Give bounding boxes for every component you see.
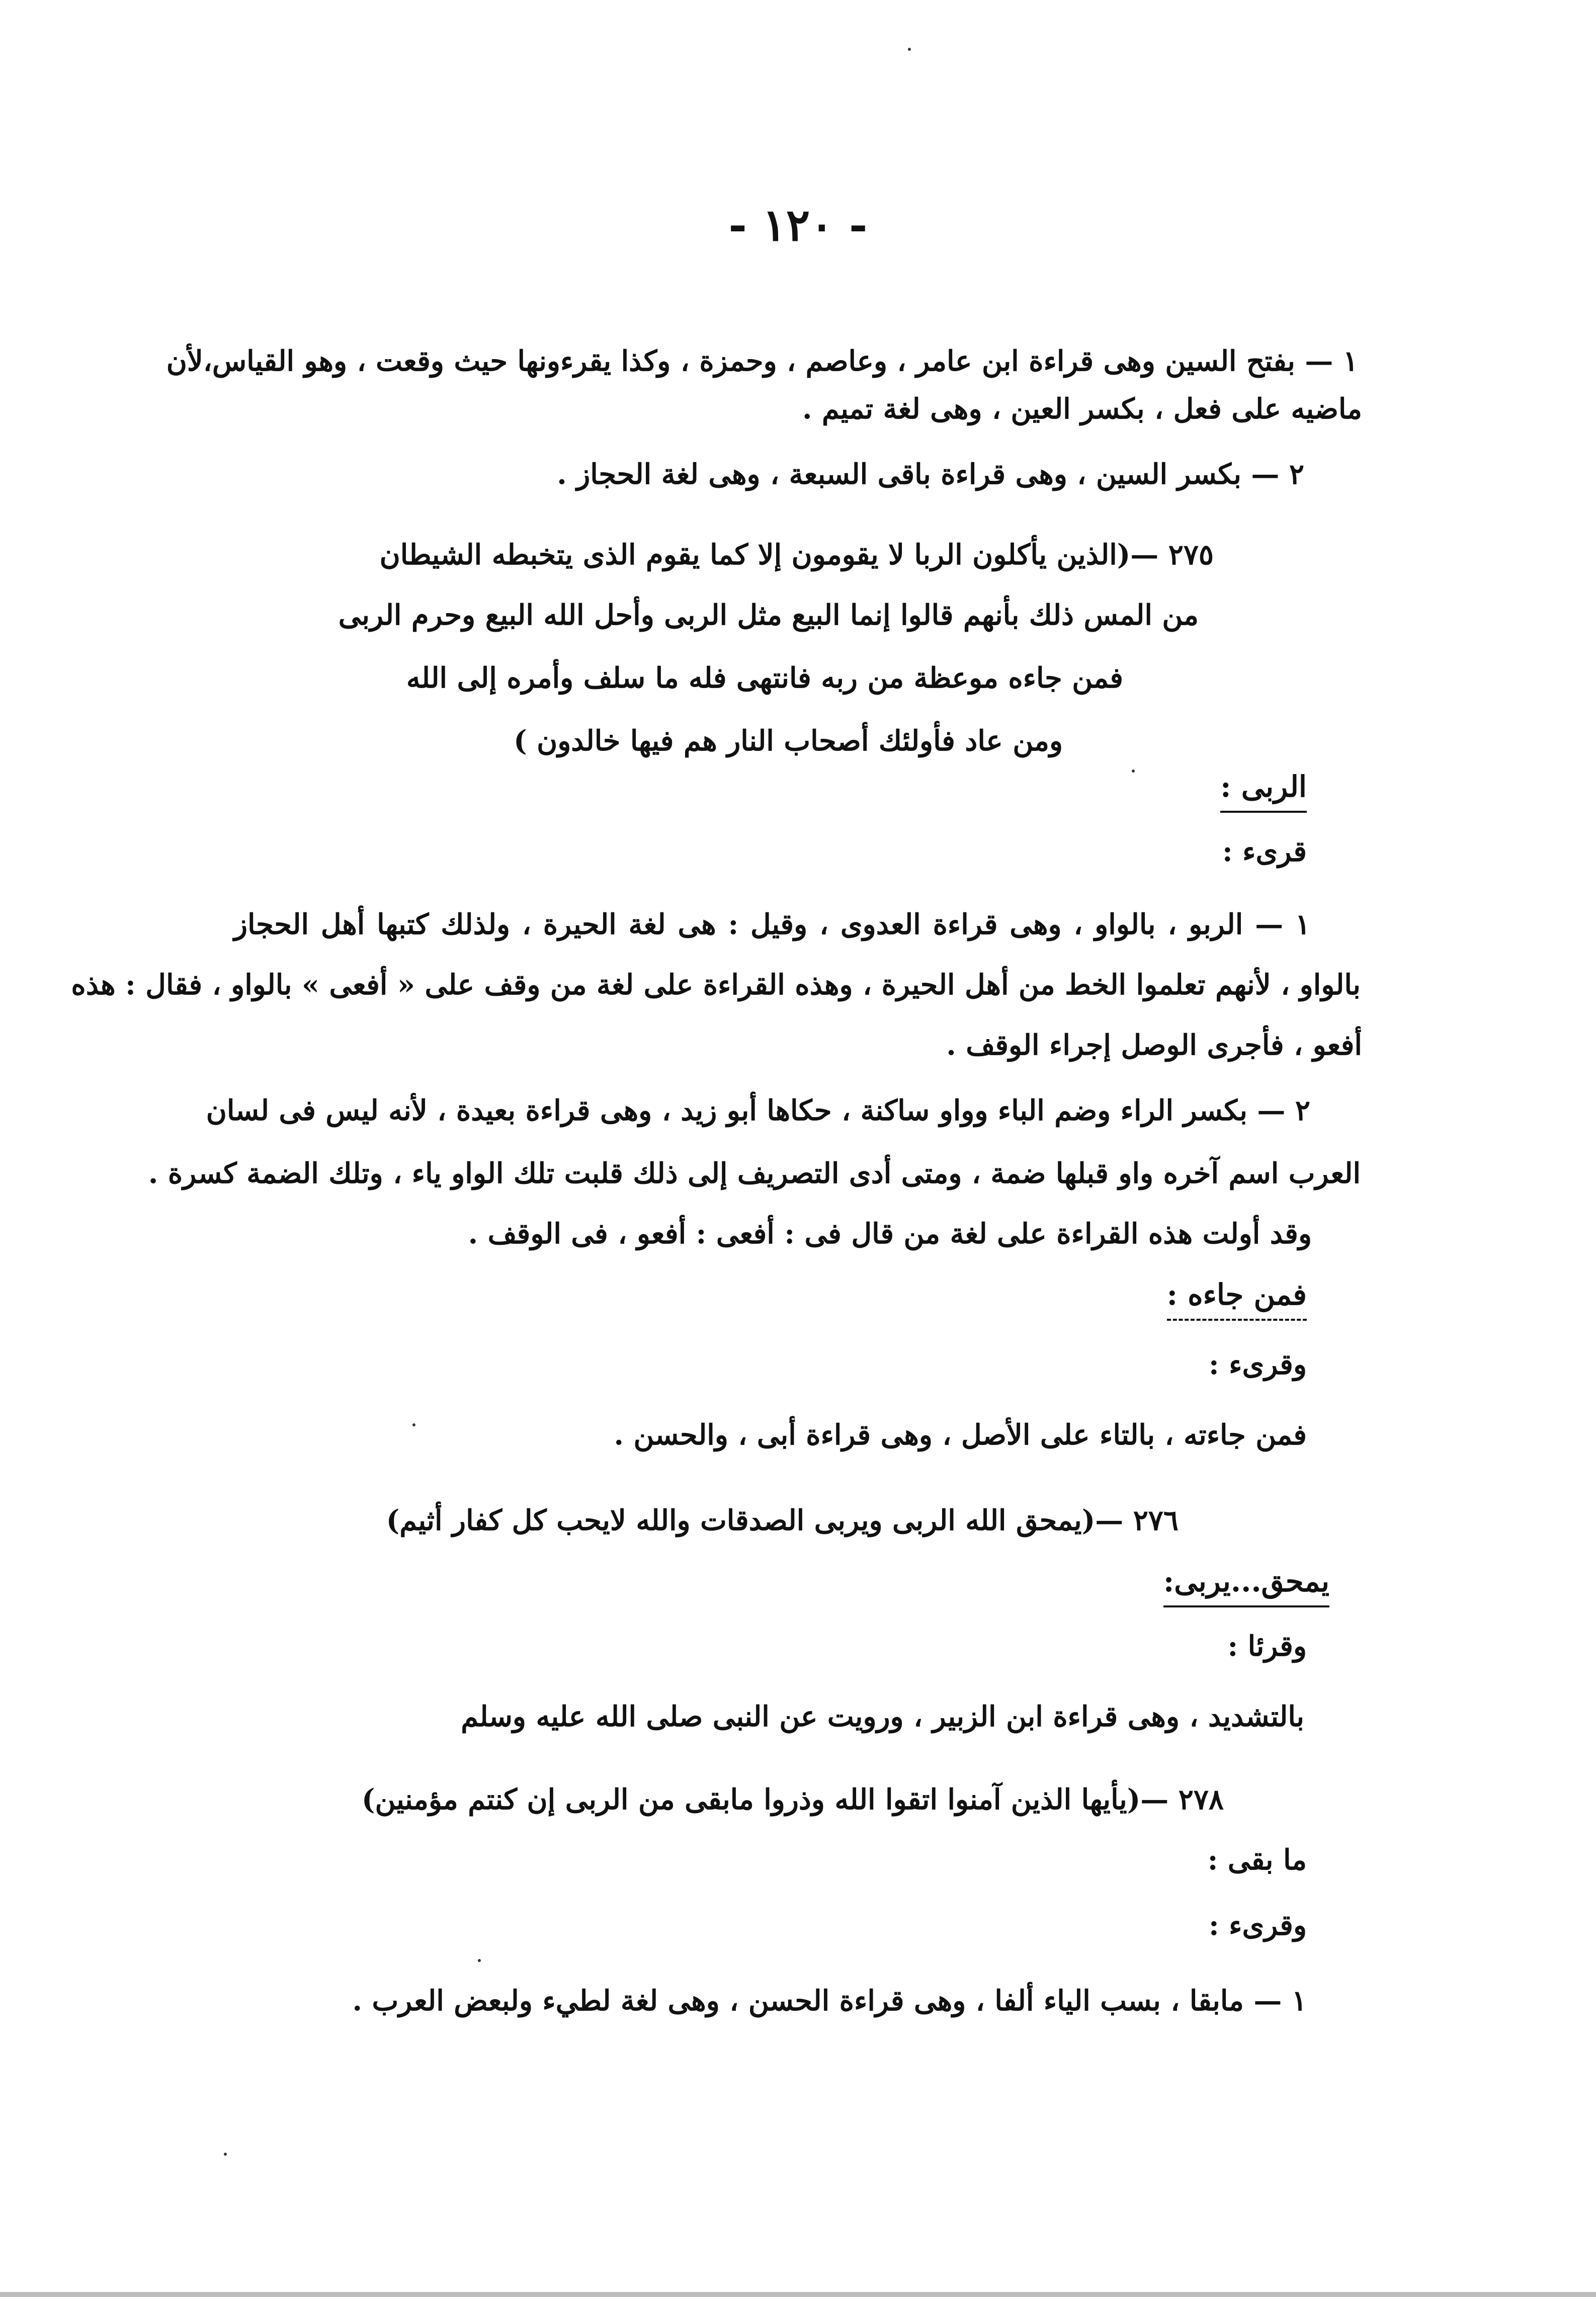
- text-line: وقد أولت هذه القراءة على لغة من قال فى : أفعى : أفعو ، فى الوقف .: [468, 1217, 1312, 1250]
- section-heading: [1220, 770, 1307, 804]
- text-line: ١ — مابقا ، بسب الياء ألفا ، وهى قراءة الحسن ، وهى لغة لطيء ولبعض العرب .: [352, 1984, 1307, 2017]
- text-line: ماضيه على فعل ، بكسر العين ، وهى لغة تميم .: [802, 392, 1362, 426]
- text-line: فمن جاءته ، بالتاء على الأصل ، وهى قراءة أبى ، والحسن .: [614, 1418, 1307, 1452]
- verse-line: ٢٧٥ —(الذين يأكلون الربا لا يقومون إلا كما يقوم الذى يتخبطه الشيطان: [379, 538, 1214, 571]
- section-heading: [1166, 1278, 1307, 1312]
- verse-line: من المس ذلك بأنهم قالوا إنما البيع مثل الربى وأحل الله البيع وحرم الربى: [338, 599, 1199, 632]
- verse-line: ومن عاد فأولئك أصحاب النار هم فيها خالدون ): [514, 724, 1063, 757]
- scan-bottom-edge: [0, 2292, 1596, 2297]
- scan-speck: [908, 48, 911, 51]
- text-line: بالواو ، لأنهم تعلموا الخط من أهل الحيرة ، وهذه القراءة على لغة من وقف على « أفعى » بالواو ، فقال : هذه: [71, 968, 1361, 1001]
- verse-line: ٢٧٦ —(يمحق الله الربى ويربى الصدقات والله لايحب كل كفار أثيم): [386, 1504, 1179, 1537]
- text-line: العرب اسم آخره واو قبلها ضمة ، ومتى أدى التصريف إلى ذلك قلبت تلك الواو ياء ، وتلك الضمة كسرة .: [148, 1157, 1361, 1190]
- verse-line: ٢٧٨ —(يأيها الذين آمنوا اتقوا الله وذروا مابقى من الربى إن كنتم مؤمنين): [361, 1783, 1224, 1816]
- text-line: قرىء :: [1222, 835, 1307, 868]
- text-line: ما بقى :: [1207, 1843, 1307, 1877]
- section-heading: [1163, 1564, 1329, 1598]
- page-number: - ١٢٠ -: [728, 199, 868, 251]
- text-line: ٢ — بكسر السين ، وهى قراءة باقى السبعة ، وهى لغة الحجاز .: [557, 458, 1304, 491]
- text-line: وقرئا :: [1227, 1630, 1307, 1663]
- text-line: وقرىء :: [1208, 1348, 1307, 1381]
- text-line: ١ — بفتح السين وهى قراءة ابن عامر ، وعاصم ، وحمزة ، وكذا يقرءونها حيث وقعت ، وهو القياس،لأن: [166, 345, 1358, 378]
- verse-line: فمن جاءه موعظة من ربه فانتهى فله ما سلف وأمره إلى الله: [406, 661, 1123, 695]
- scan-speck: [478, 1959, 481, 1962]
- scan-speck: [224, 2153, 227, 2156]
- scan-speck: [1132, 770, 1135, 773]
- text-line: أفعو ، فأجرى الوصل إجراء الوقف .: [946, 1029, 1362, 1062]
- heading-text: يمحق...يربى:: [1163, 1564, 1329, 1607]
- heading-text: الربى :: [1220, 770, 1307, 813]
- heading-text: فمن جاءه :: [1167, 1278, 1307, 1321]
- scan-speck: [412, 1423, 415, 1426]
- text-line: وقرىء :: [1208, 1909, 1307, 1942]
- text-line: ١ — الربو ، بالواو ، وهى قراءة العدوى ، وقيل : هى لغة الحيرة ، ولذلك كتبها أهل الحجاز: [234, 908, 1310, 941]
- text-line: بالتشديد ، وهى قراءة ابن الزبير ، ورويت عن النبى صلى الله عليه وسلم: [461, 1700, 1304, 1733]
- text-line: ٢ — بكسر الراء وضم الباء وواو ساكنة ، حكاها أبو زيد ، وهى قراءة بعيدة ، لأنه ليس فى لسان: [206, 1094, 1310, 1127]
